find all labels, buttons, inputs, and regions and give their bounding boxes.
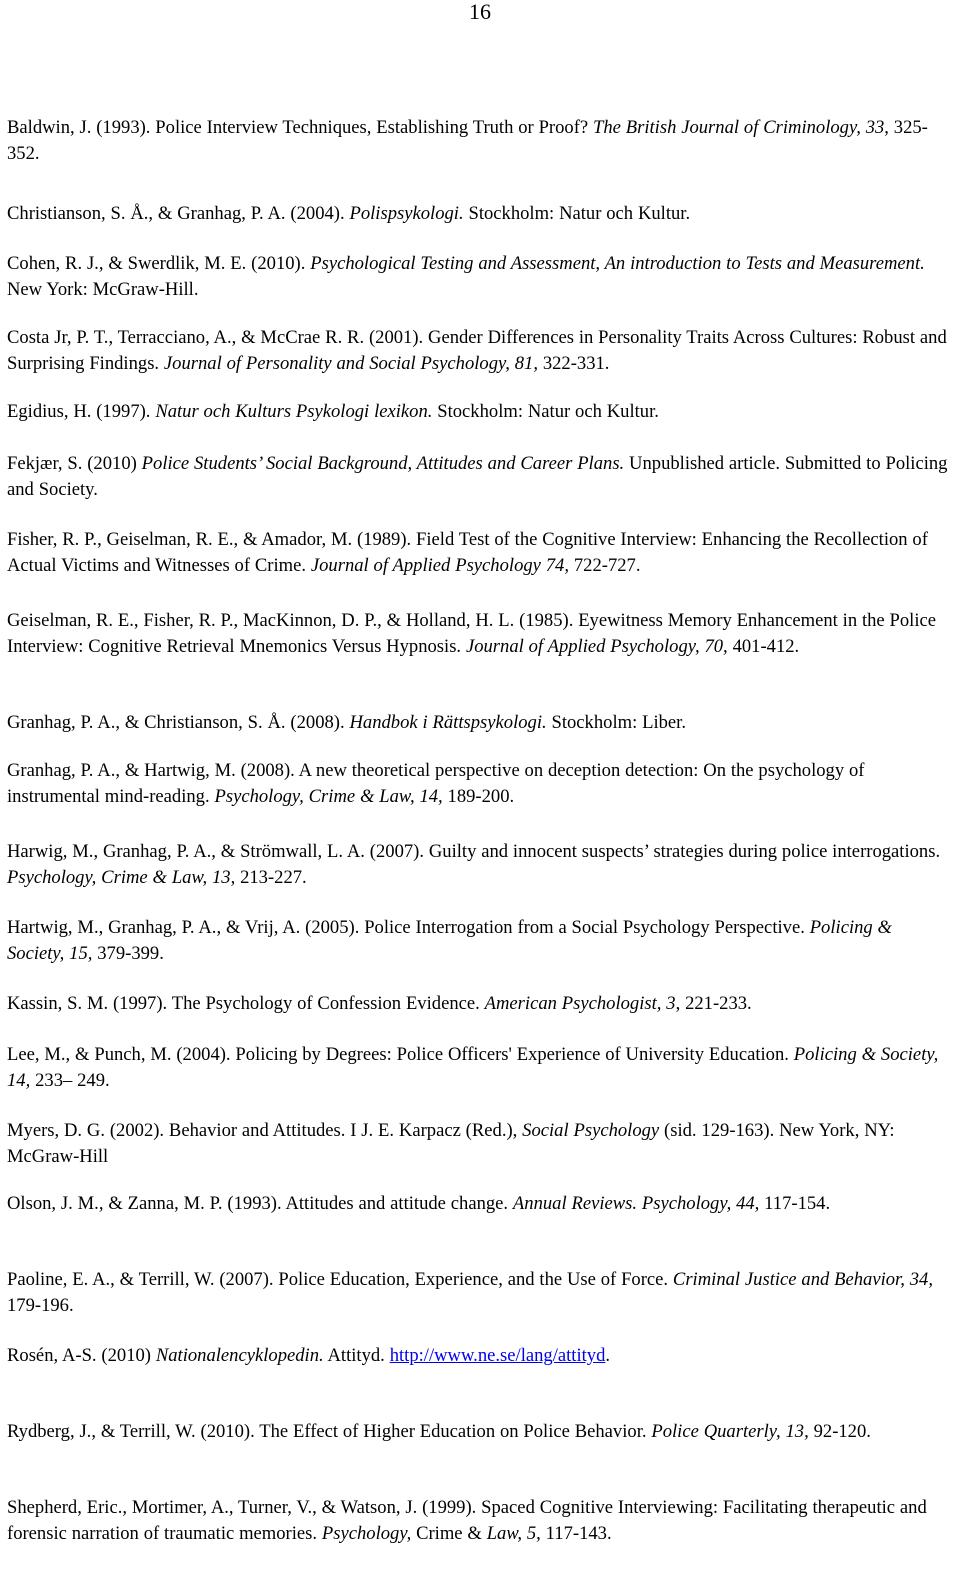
reference-christianson bbox=[7, 201, 952, 227]
ref-source: Natur och Kulturs Psykologi lexikon. bbox=[155, 401, 433, 422]
ref-pages: 401-412. bbox=[727, 635, 800, 657]
ref-source: The British Journal of Criminology, 33 bbox=[593, 117, 885, 138]
reference-fisher bbox=[7, 527, 952, 579]
ref-source: Policing & Society, 15, bbox=[7, 917, 893, 964]
ref-text: Myers, D. G. (2002). Behavior and Attitudes. I J. E. Karpacz (Red.), bbox=[7, 1120, 523, 1141]
reference-costa bbox=[7, 325, 952, 377]
reference-rosen bbox=[7, 1343, 952, 1369]
ref-source: Psychology, Crime & Law, 14, bbox=[214, 785, 443, 807]
ref-source: Psychological Testing and Assessment, An introduction to Tests and Measurement. bbox=[310, 253, 925, 274]
ref-source: Psychology, Crime & Law, 13, bbox=[7, 866, 236, 888]
ref-text: Fisher, R. P., Geiselman, R. E., & Amador, M. (1989). Field Test of the Cognitive Interview: Enhancing the Recollection of Actual Victims and Witnesses of Crime. bbox=[7, 529, 928, 576]
ref-source: Journal of Applied Psychology 74, bbox=[310, 554, 570, 576]
ref-text: Granhag, P. A., & Christianson, S. Å. (2008). bbox=[7, 712, 350, 733]
ref-text: Hartwig, M., Granhag, P. A., & Vrij, A. (2005). Police Interrogation from a Social Psychology Perspective. bbox=[7, 917, 810, 938]
ref-source: Annual Reviews. Psychology, 44, bbox=[512, 1193, 760, 1214]
ref-publisher: Stockholm: Natur och Kultur. bbox=[463, 203, 691, 224]
reference-paoline bbox=[7, 1267, 952, 1319]
ref-text: Costa Jr, P. T., Terracciano, A., & McCrae R. R. (2001). Gender Differences in Personality Traits Across Cultures: Robust and Surprising Findings. bbox=[7, 327, 947, 374]
reference-shepherd bbox=[7, 1495, 952, 1547]
ref-source: Criminal Justice and Behavior, 34, bbox=[672, 1269, 933, 1290]
ref-text: Cohen, R. J., & Swerdlik, M. E. (2010). bbox=[7, 253, 311, 274]
ref-text: Paoline, E. A., & Terrill, W. (2007). Police Education, Experience, and the Use of Force. bbox=[7, 1269, 673, 1290]
ref-source: Journal of Applied Psychology, 70, bbox=[465, 635, 728, 657]
ref-source: Policing & Society, 14, bbox=[7, 1044, 939, 1091]
ref-text: Rydberg, J., & Terrill, W. (2010). The Effect of Higher Education on Police Behavior. bbox=[7, 1421, 652, 1442]
reference-rydberg bbox=[7, 1419, 952, 1445]
reference-harwig bbox=[7, 839, 952, 891]
ref-text: Christianson, S. Å., & Granhag, P. A. (2004). bbox=[7, 203, 350, 224]
ref-publisher: Stockholm: Liber. bbox=[546, 712, 686, 733]
ref-text: Harwig, M., Granhag, P. A., & Strömwall, L. A. (2007). Guilty and innocent suspects’ strategies during police interrogations. bbox=[7, 841, 941, 862]
reference-lee bbox=[7, 1042, 952, 1094]
ref-source: Handbok i Rättspsykologi. bbox=[349, 712, 547, 733]
ref-text: Granhag, P. A., & Hartwig, M. (2008). A new theoretical perspective on deception detection: On the psychology of instrumental mind-reading. bbox=[7, 760, 865, 807]
ref-text: Egidius, H. (1997). bbox=[7, 401, 156, 422]
reference-cohen bbox=[7, 251, 952, 303]
ref-pages: 117-143. bbox=[540, 1522, 612, 1544]
page-number: 16 bbox=[469, 0, 491, 24]
ref-source: Police Quarterly, 13, bbox=[651, 1421, 809, 1442]
ref-source: Psychology, bbox=[321, 1522, 412, 1544]
ref-source-mid: Crime & bbox=[411, 1522, 487, 1544]
ref-source: American Psychologist, 3 bbox=[484, 993, 676, 1014]
ref-pages: 322-331. bbox=[537, 352, 610, 374]
ref-text: Rosén, A-S. (2010) bbox=[7, 1345, 156, 1366]
ref-pages: 117-154. bbox=[759, 1193, 831, 1214]
ref-text: Lee, M., & Punch, M. (2004). Policing by Degrees: Police Officers' Experience of University Education. bbox=[7, 1044, 794, 1065]
ref-publisher: (sid. 129-163). New York, NY: McGraw-Hill bbox=[7, 1120, 895, 1167]
ref-pages: 213-227. bbox=[235, 866, 307, 888]
ref-text: Olson, J. M., & Zanna, M. P. (1993). Attitudes and attitude change. bbox=[7, 1193, 513, 1214]
ref-text: Baldwin, J. (1993). Police Interview Techniques, Establishing Truth or Proof? bbox=[7, 117, 593, 138]
ref-pages: , 221-233. bbox=[675, 993, 752, 1014]
ref-text: Geiselman, R. E., Fisher, R. P., MacKinnon, D. P., & Holland, H. L. (1985). Eyewitness Memory Enhancement in the Police Interview: Cognitive Retrieval Mnemonics Versus Hypnosis. bbox=[7, 610, 937, 657]
reference-hartwig bbox=[7, 915, 952, 967]
ref-text: Fekjær, S. (2010) bbox=[7, 453, 142, 474]
ref-source: Police Students’ Social Background, Attitudes and Career Plans. bbox=[141, 453, 625, 474]
ref-source: Social Psychology bbox=[522, 1120, 660, 1141]
ref-source: Journal of Personality and Social Psychology, 81, bbox=[163, 352, 538, 374]
ref-note: Unpublished article. Submitted to Policing and Society. bbox=[7, 453, 948, 500]
ref-pages: 179-196. bbox=[7, 1294, 74, 1316]
ref-pages: 379-399. bbox=[92, 942, 164, 964]
ref-text: Shepherd, Eric., Mortimer, A., Turner, V., & Watson, J. (1999). Spaced Cognitive Interviewing: Facilitating therapeutic and forensic narration of traumatic memories. bbox=[7, 1497, 927, 1544]
ref-link[interactable]: http://www.ne.se/lang/attityd bbox=[389, 1345, 606, 1366]
ref-volume: Law, 5, bbox=[486, 1522, 541, 1544]
reference-olson bbox=[7, 1191, 952, 1217]
ref-pages: 722-727. bbox=[569, 554, 641, 576]
ref-publisher: Stockholm: Natur och Kultur. bbox=[432, 401, 659, 422]
reference-granhag-hartwig bbox=[7, 758, 952, 810]
reference-kassin bbox=[7, 991, 952, 1017]
ref-text: Kassin, S. M. (1997). The Psychology of Confession Evidence. bbox=[7, 993, 485, 1014]
ref-pages: 92-120. bbox=[808, 1421, 871, 1442]
ref-topic: Attityd. bbox=[323, 1345, 390, 1366]
ref-pages: 189-200. bbox=[442, 785, 515, 807]
reference-myers bbox=[7, 1118, 952, 1170]
reference-geiselman bbox=[7, 608, 952, 660]
ref-source: Polispsykologi. bbox=[349, 203, 464, 224]
ref-pages: , 325-352. bbox=[7, 117, 928, 164]
reference-baldwin bbox=[7, 115, 952, 167]
reference-egidius bbox=[7, 399, 952, 425]
reference-granhag-christianson bbox=[7, 710, 952, 736]
ref-period: . bbox=[605, 1345, 611, 1366]
ref-pages: 233– 249. bbox=[30, 1069, 110, 1091]
reference-fekjaer bbox=[7, 451, 952, 503]
ref-publisher: New York: McGraw-Hill. bbox=[7, 278, 199, 300]
ref-source: Nationalencyklopedin. bbox=[155, 1345, 324, 1366]
